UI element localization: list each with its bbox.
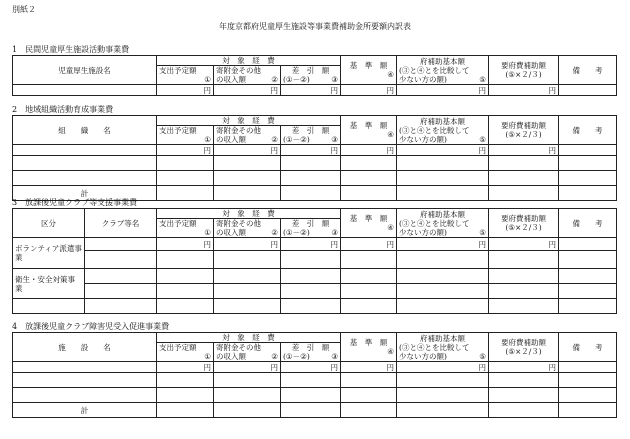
- data-cell[interactable]: [214, 269, 281, 284]
- section-3-heading: 3 放課後児童クラブ等支援事業費: [12, 198, 138, 207]
- yen-unit: 円: [214, 85, 281, 96]
- required-subsidy-header: 要府費補助額 (⑤×２/３): [489, 116, 559, 145]
- data-cell[interactable]: [341, 388, 397, 403]
- yen-unit: 円: [489, 238, 559, 251]
- data-cell[interactable]: [341, 269, 397, 284]
- data-cell[interactable]: [85, 251, 157, 269]
- data-cell[interactable]: [397, 156, 489, 171]
- data-cell[interactable]: [559, 251, 617, 269]
- remarks-header: 備 考: [559, 333, 617, 362]
- standard-amount-header: 基 準 額 ④: [341, 56, 397, 85]
- donation-income-header: 寄附金その他 の収入額 ②: [214, 126, 281, 145]
- planned-expense-header: 支出予定額 ①: [157, 66, 214, 85]
- section-4-heading: 4 放課後児童クラブ障害児受入促進事業費: [12, 322, 170, 331]
- section-2-heading: 2 地域組織活動育成事業費: [12, 105, 114, 114]
- total-label: 計: [13, 403, 157, 418]
- data-cell[interactable]: [489, 299, 559, 314]
- data-cell[interactable]: [489, 269, 559, 284]
- data-cell[interactable]: [157, 299, 214, 314]
- base-subsidy-header: 府補助基本額 (③と④とを比較して 少ない方の額) ⑤: [397, 56, 489, 85]
- data-cell[interactable]: [214, 299, 281, 314]
- data-cell[interactable]: [214, 251, 281, 269]
- facility-name-header: 児童厚生施設名: [13, 56, 157, 85]
- yen-unit: 円: [397, 85, 489, 96]
- base-subsidy-header: 府補助基本額 (③と④とを比較して 少ない方の額) ⑤: [397, 209, 489, 238]
- category-header: 区分: [13, 209, 85, 238]
- data-cell[interactable]: [397, 269, 489, 284]
- donation-income-header: 寄附金その他 の収入額 ②: [214, 219, 281, 238]
- data-cell[interactable]: [214, 388, 281, 403]
- data-cell[interactable]: [559, 85, 617, 96]
- data-cell[interactable]: [341, 373, 397, 388]
- data-cell[interactable]: [281, 284, 341, 299]
- section-2-table: [12, 115, 617, 201]
- data-cell[interactable]: [85, 269, 157, 284]
- data-cell[interactable]: [281, 373, 341, 388]
- required-subsidy-header: 要府費補助額 (⑤×２/３): [489, 56, 559, 85]
- data-cell[interactable]: [489, 251, 559, 269]
- yen-unit: 円: [214, 145, 281, 156]
- standard-amount-header: 基 準 額 ④: [341, 116, 397, 145]
- data-cell[interactable]: [281, 156, 341, 171]
- yen-unit: 円: [281, 145, 341, 156]
- data-cell[interactable]: [281, 403, 341, 418]
- section-4-table: [12, 332, 617, 418]
- planned-expense-header: 支出予定額 ①: [157, 219, 214, 238]
- data-cell[interactable]: [341, 186, 397, 201]
- yen-unit: 円: [157, 85, 214, 96]
- data-cell[interactable]: [489, 156, 559, 171]
- data-cell[interactable]: [214, 373, 281, 388]
- data-cell[interactable]: [13, 299, 85, 314]
- data-cell[interactable]: [559, 171, 617, 186]
- data-cell[interactable]: [157, 269, 214, 284]
- data-cell[interactable]: [85, 299, 157, 314]
- data-cell[interactable]: [281, 269, 341, 284]
- data-cell[interactable]: [13, 156, 157, 171]
- target-expense-header: 対 象 経 費: [157, 56, 341, 66]
- data-cell[interactable]: [13, 373, 157, 388]
- base-subsidy-header: 府補助基本額 (③と④とを比較して 少ない方の額) ⑤: [397, 116, 489, 145]
- data-cell[interactable]: [157, 156, 214, 171]
- target-expense-header: 対 象 経 費: [157, 116, 341, 126]
- data-cell[interactable]: [281, 171, 341, 186]
- data-cell[interactable]: [341, 251, 397, 269]
- yen-unit: 円: [281, 85, 341, 96]
- data-cell[interactable]: [559, 403, 617, 418]
- data-cell[interactable]: [281, 299, 341, 314]
- safety-row-label: 衛生・安全対策事業: [13, 269, 85, 299]
- data-cell[interactable]: [397, 284, 489, 299]
- facility-name-header: 施 設 名: [13, 333, 157, 362]
- target-expense-header: 対 象 経 費: [157, 333, 341, 343]
- data-cell[interactable]: [559, 186, 617, 201]
- section-1-heading: 1 民間児童厚生施設活動事業費: [12, 45, 130, 54]
- planned-expense-header: 支出予定額 ①: [157, 126, 214, 145]
- data-cell[interactable]: [214, 186, 281, 201]
- data-cell[interactable]: [281, 388, 341, 403]
- data-cell[interactable]: [157, 171, 214, 186]
- data-cell[interactable]: [489, 171, 559, 186]
- data-cell[interactable]: [214, 403, 281, 418]
- document-label: 別紙２: [12, 5, 36, 14]
- data-cell[interactable]: [341, 284, 397, 299]
- data-cell[interactable]: [214, 284, 281, 299]
- data-cell[interactable]: [85, 238, 157, 251]
- data-cell[interactable]: [281, 186, 341, 201]
- yen-unit: 円: [214, 238, 281, 251]
- data-cell[interactable]: [489, 388, 559, 403]
- data-cell[interactable]: [157, 284, 214, 299]
- data-cell[interactable]: [489, 373, 559, 388]
- club-name-header: クラブ等名: [85, 209, 157, 238]
- data-cell[interactable]: [559, 362, 617, 373]
- data-cell[interactable]: [214, 171, 281, 186]
- data-cell[interactable]: [397, 171, 489, 186]
- data-cell[interactable]: [281, 251, 341, 269]
- yen-unit: 円: [397, 238, 489, 251]
- data-cell[interactable]: [559, 284, 617, 299]
- standard-amount-header: 基 準 額 ④: [341, 209, 397, 238]
- difference-header: 差 引 額 (①－②) ③: [281, 343, 341, 362]
- data-cell[interactable]: [397, 186, 489, 201]
- data-cell[interactable]: [341, 156, 397, 171]
- yen-unit: 円: [214, 362, 281, 373]
- yen-unit: 円: [341, 362, 397, 373]
- donation-income-header: 寄附金その他 の収入額 ②: [214, 66, 281, 85]
- yen-unit: 円: [397, 362, 489, 373]
- document-title: 年度京都府児童厚生施設等事業費補助金所要額内訳表: [219, 22, 411, 31]
- required-subsidy-header: 要府費補助額 (⑤×２/３): [489, 209, 559, 238]
- yen-unit: 円: [341, 145, 397, 156]
- data-cell[interactable]: [397, 251, 489, 269]
- planned-expense-header: 支出予定額 ①: [157, 343, 214, 362]
- base-subsidy-header: 府補助基本額 (③と④とを比較して 少ない方の額) ⑤: [397, 333, 489, 362]
- yen-unit: 円: [281, 238, 341, 251]
- data-cell[interactable]: [13, 388, 157, 403]
- data-cell[interactable]: [85, 284, 157, 299]
- data-cell[interactable]: [559, 388, 617, 403]
- data-cell[interactable]: [13, 145, 157, 156]
- required-subsidy-header: 要府費補助額 (⑤×２/３): [489, 333, 559, 362]
- data-cell[interactable]: [341, 403, 397, 418]
- data-cell[interactable]: [559, 156, 617, 171]
- data-cell[interactable]: [489, 186, 559, 201]
- data-cell[interactable]: [13, 85, 157, 96]
- data-cell[interactable]: [397, 373, 489, 388]
- yen-unit: 円: [341, 238, 397, 251]
- yen-unit: 円: [157, 238, 214, 251]
- data-cell[interactable]: [559, 145, 617, 156]
- data-cell[interactable]: [157, 186, 214, 201]
- yen-unit: 円: [157, 362, 214, 373]
- difference-header: 差 引 額 (①－②) ③: [281, 66, 341, 85]
- data-cell[interactable]: [559, 238, 617, 251]
- data-cell[interactable]: [559, 373, 617, 388]
- data-cell[interactable]: [559, 299, 617, 314]
- yen-unit: 円: [397, 145, 489, 156]
- yen-unit: 円: [489, 85, 559, 96]
- target-expense-header: 対 象 経 費: [157, 209, 341, 219]
- data-cell[interactable]: [489, 403, 559, 418]
- data-cell[interactable]: [397, 403, 489, 418]
- data-cell[interactable]: [397, 299, 489, 314]
- total-label: 計: [13, 186, 157, 201]
- yen-unit: 円: [281, 362, 341, 373]
- data-cell[interactable]: [13, 362, 157, 373]
- data-cell[interactable]: [157, 388, 214, 403]
- difference-header: 差 引 額 (①－②) ③: [281, 219, 341, 238]
- data-cell[interactable]: [157, 251, 214, 269]
- section-3-table: [12, 208, 617, 314]
- yen-unit: 円: [157, 145, 214, 156]
- data-cell[interactable]: [13, 171, 157, 186]
- data-cell[interactable]: [341, 299, 397, 314]
- data-cell[interactable]: [157, 403, 214, 418]
- volunteer-row-label: ボランティア派遣事業: [13, 238, 85, 269]
- remarks-header: 備 考: [559, 116, 617, 145]
- yen-unit: 円: [489, 362, 559, 373]
- data-cell[interactable]: [157, 373, 214, 388]
- organization-name-header: 組 織 名: [13, 116, 157, 145]
- donation-income-header: 寄附金その他 の収入額 ②: [214, 343, 281, 362]
- remarks-header: 備 考: [559, 56, 617, 85]
- standard-amount-header: 基 準 額 ④: [341, 333, 397, 362]
- data-cell[interactable]: [489, 284, 559, 299]
- data-cell[interactable]: [397, 388, 489, 403]
- section-1-table: [12, 55, 617, 96]
- difference-header: 差 引 額 (①－②) ③: [281, 126, 341, 145]
- data-cell[interactable]: [341, 171, 397, 186]
- remarks-header: 備 考: [559, 209, 617, 238]
- yen-unit: 円: [341, 85, 397, 96]
- yen-unit: 円: [489, 145, 559, 156]
- data-cell[interactable]: [559, 269, 617, 284]
- data-cell[interactable]: [214, 156, 281, 171]
